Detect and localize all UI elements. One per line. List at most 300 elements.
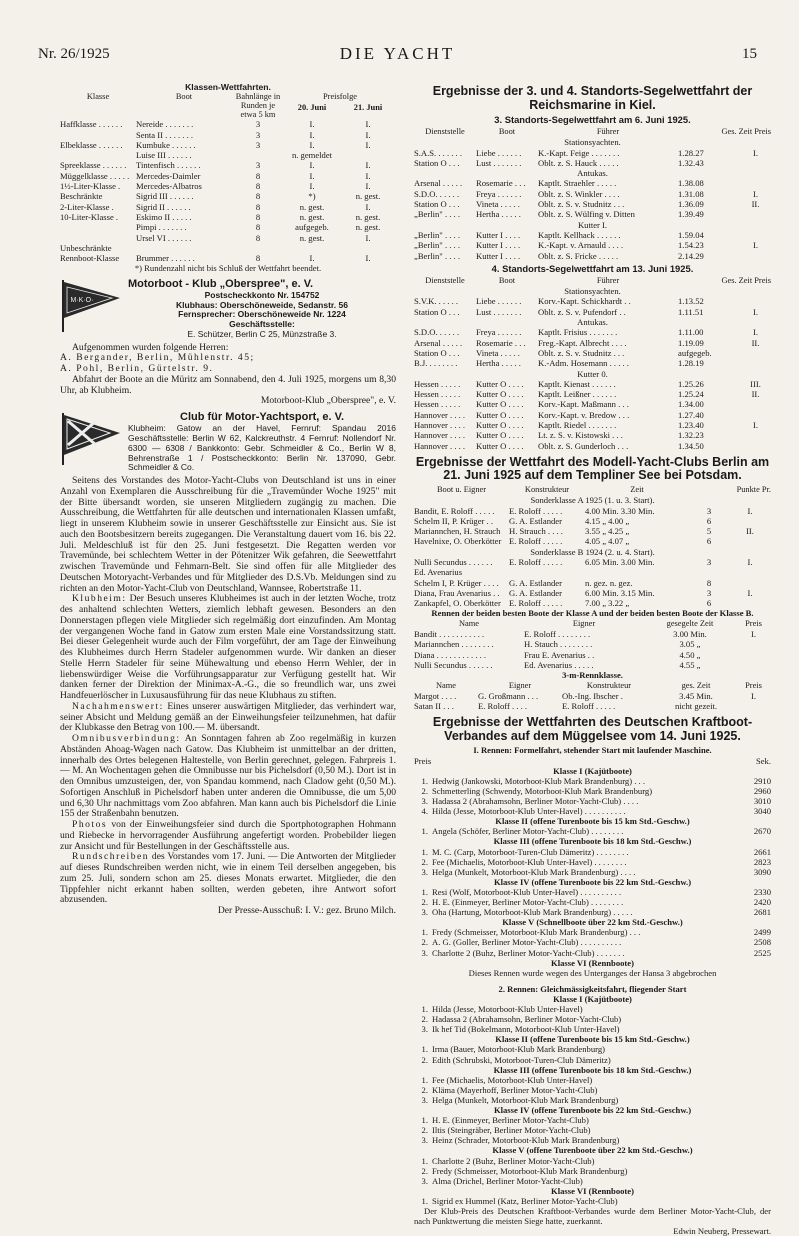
- table-cell: Bandit, E. Roloff . . . . .: [414, 505, 495, 516]
- table-cell: Zankapfel, O. Oberkötter: [414, 598, 501, 609]
- modell-best-rows: [414, 629, 771, 670]
- list-text: Resi (Wolf, Motorboot-Klub Unter-Havel) . . . . . . . . . .: [432, 886, 622, 897]
- rk-col-preis: Preis: [745, 680, 762, 690]
- table-cell: 4.00 Min. 3.30 Min.: [585, 505, 655, 516]
- club1-line-postscheck: Postscheckkonto Nr. 154752: [204, 289, 320, 300]
- table-cell: [740, 158, 771, 168]
- table-cell: Havelnixe, O. Oberkötter: [414, 536, 502, 547]
- section-label: Stationsyachten.: [564, 286, 621, 297]
- list-item: [414, 1024, 771, 1034]
- list-value: 2681: [753, 907, 771, 918]
- table-cell: 6.05 Min. 3.00 Min.: [585, 556, 655, 567]
- table-cell: Kutter I . . . .: [476, 250, 521, 261]
- table-cell: Kutter O . . . .: [476, 420, 524, 431]
- r3-col-boot: Boot: [498, 127, 516, 136]
- list-rank: 2.: [421, 856, 428, 867]
- list-item: [414, 1176, 771, 1186]
- list-value: 2670: [753, 826, 771, 837]
- club1-member2: A. Pohl, Berlin, Gürtelstr. 9.: [60, 363, 214, 375]
- club1-block: [60, 278, 396, 340]
- table-row: [414, 338, 771, 348]
- table-row: [414, 168, 771, 178]
- table-cell: Schelm I, P. Krüger . . . .: [414, 577, 499, 588]
- table-cell: [740, 358, 771, 368]
- table-cell: 6: [706, 515, 712, 526]
- list-text: Helga (Munkelt, Motorboot-Klub Mark Brandenburg): [432, 1094, 619, 1105]
- list-text: Kläma (Mayerhoff, Berliner Motor-Yacht-Club): [432, 1084, 598, 1095]
- table-cell: Station O . . .: [414, 157, 460, 168]
- list-rank: 1.: [421, 886, 428, 897]
- table-cell: S.D.O. . . . . .: [414, 188, 460, 199]
- table-cell: K.-Kapt. v. Arnauld . . . .: [538, 240, 624, 251]
- list-rank: 1.: [421, 1115, 428, 1126]
- table-cell: 1.23.40: [678, 420, 704, 431]
- r4-table: [414, 276, 771, 451]
- list-text: Iltis (Steingräber, Berliner Motor-Yacht-Club): [432, 1125, 591, 1136]
- list-value: 2910: [753, 775, 771, 786]
- table-row: [414, 137, 771, 147]
- table-cell: Oblt. z. S. Wülfing v. Ditten: [538, 209, 635, 220]
- table-cell: [585, 567, 689, 577]
- table-cell: Korv.-Kapt. Schickhardt . .: [538, 296, 631, 307]
- table-cell: 3.55 „ 4.25 „: [585, 526, 630, 537]
- list-text: Schmetterling (Schwendy, Motorboot-Klub Mark Brandenburg): [432, 786, 653, 797]
- klubheim-text: Der Besuch unseres Klubheimes ist auch in der letzten Woche, trotz des anhaltend schlechten Wetters, ziemlich lebhaft gewesen. Besonders an den Donnerstagen pflegen viele Mitglieder sich regelmäßig dort einzufinden. Am Montag der vergangenen Woche fand in Gatow zum ersten Male eine Vorstandssitzung statt. Bei dieser Gelegenheit wurde auch der Film vorgeführt, der am Tage der Einweihung des Klubheimes durch Herrn Stadeler aufgenommen wurde. Wir danken an dieser Stelle Herrn Stadeler für seine Mühewaltung und ebenso Herrn Wehler, der in liebenswürdiger Weise die Vorführungsapparatur zur Verfügung gestellt hat. Wir danken ferner der Direktion der Minimax-A.-G., die so freundlich war, uns zwei Handfeuerlöscher in Luxusausführung für das neue Klubhaus zu stiften.: [60, 593, 396, 702]
- club1-para2: Abfahrt der Boote an die Müritz am Sonnabend, den 4. Juli 1925, morgens um 8,30 Uhr, ab Klubheim.: [60, 373, 396, 396]
- list-text: Heinz (Schrader, Motorboot-Klub Mark Brandenburg): [432, 1135, 620, 1146]
- table-cell: Kutter O . . . .: [476, 440, 524, 451]
- nachahmenswert-text: Eines unserer auswärtigen Mitglieder, das verhindert war, seiner Absicht und Meldung gemäß an der Einweihungsfeier teilzunehmen, hat dafür der Klubkasse den Betrag von 100.— M. übersandt.: [60, 700, 396, 734]
- table-cell: 1.39.49: [678, 209, 704, 220]
- table-cell: Vineta . . . . .: [476, 199, 520, 210]
- table-cell: I.: [753, 240, 759, 251]
- list-rank: 1.: [421, 1004, 428, 1015]
- table-cell: I.: [309, 181, 315, 192]
- table-cell: Diana, Frau Avenarius . .: [414, 587, 500, 598]
- table-cell: E. Roloff . . . . .: [562, 701, 616, 712]
- kraft-g5-list: [414, 1156, 771, 1186]
- list-text: Hilda (Jesse, Motorboot-Klub Unter-Havel) . . . . . . . . . .: [432, 806, 626, 817]
- classes-caption: Klassen-Wettfahrten.: [185, 82, 271, 92]
- table-cell: [340, 243, 396, 253]
- list-text: Sigrid ex Hummel (Katz, Berliner Motor-Yacht-Club): [432, 1195, 618, 1206]
- table-cell: I.: [753, 147, 759, 158]
- kraft-g1-list: [414, 1004, 771, 1034]
- table-cell: Kaptlt. Frisius . . . . . . .: [538, 327, 618, 338]
- list-text: Fredy (Schmeisser, Motorboot-Klub Mark Brandenburg) . . .: [432, 927, 641, 938]
- kraft-preis-head: [414, 756, 771, 766]
- table-cell: 1½-Liter-Klasse .: [60, 181, 121, 192]
- classes-table: [60, 92, 396, 263]
- table-cell: Hessen . . . . .: [414, 389, 461, 400]
- table-cell: Lust . . . . . . .: [476, 306, 522, 317]
- table-row: [60, 233, 396, 243]
- table-cell: 1.11.00: [678, 327, 704, 338]
- list-rank: 4.: [421, 806, 428, 817]
- list-item: [414, 907, 771, 917]
- club2-closing: Der Presse-Ausschuß: I. V.: gez. Bruno Milch.: [217, 905, 396, 917]
- table-cell: Elbeklasse . . . . . .: [60, 139, 123, 150]
- table-cell: [740, 430, 771, 440]
- table-row: [414, 650, 771, 660]
- page-number: 15: [742, 46, 757, 62]
- table-cell: Korv.-Kapt. v. Bredow . . .: [538, 409, 630, 420]
- table-cell: 4.50 „: [679, 649, 701, 660]
- table-cell: I.: [753, 306, 759, 317]
- table-cell: H. Stauch . . . . . . . .: [524, 639, 593, 650]
- kraft-g2-title: Klasse II (offene Turenboote bis 15 km Std.-Geschw.): [495, 1034, 690, 1045]
- table-row: [414, 567, 771, 577]
- table-cell: Bandit . . . . . . . . . . .: [414, 629, 485, 640]
- table-cell: Kutter O . . . .: [476, 430, 524, 441]
- kraft-g2-list: [414, 1044, 771, 1064]
- table-row: [414, 629, 771, 639]
- table-row: [414, 307, 771, 317]
- page-header: [38, 42, 757, 66]
- table-cell: Arsenal . . . . .: [414, 178, 463, 189]
- list-value: 2960: [753, 786, 771, 797]
- table-cell: Station O . . .: [414, 347, 460, 358]
- table-row: [414, 379, 771, 389]
- list-item: [414, 937, 771, 947]
- table-cell: I.: [365, 232, 371, 243]
- kraft-k3-title: Klasse III (offene Turenboote bis 18 km Std.-Geschw.): [493, 836, 692, 847]
- table-cell: E. Roloff . . . .: [478, 701, 528, 712]
- table-row: [414, 441, 771, 451]
- table-row: [414, 317, 771, 327]
- table-cell: Oblt. z. S. Fricke . . . . .: [538, 250, 619, 261]
- table-cell: I.: [309, 139, 315, 150]
- table-cell: B.J. . . . . . . .: [414, 358, 458, 369]
- r3-col-fuehrer: Führer: [596, 127, 620, 136]
- table-cell: Lust . . . . . . .: [476, 157, 522, 168]
- list-text: Charlotte 2 (Buhz, Berliner Motor-Yacht-Club) . . . . . . .: [432, 947, 625, 958]
- table-row: [60, 202, 396, 212]
- club2-omnibus: [60, 734, 396, 820]
- kraft-g6-title: Klasse VI (Rennboote): [551, 1185, 634, 1196]
- table-cell: 7.00 „ 3.22 „: [585, 598, 630, 609]
- list-text: Oha (Hartung, Motorboot-Klub Mark Brandenburg) . . . . .: [432, 907, 633, 918]
- table-cell: 5: [706, 526, 712, 537]
- table-cell: [740, 441, 771, 451]
- table-row: [60, 119, 396, 129]
- list-item: [414, 948, 771, 958]
- table-row: [414, 516, 771, 526]
- table-cell: Spreeklasse . . . . . .: [60, 160, 127, 171]
- club2-info: Klubheim: Gatow an der Havel, Fernruf: Spandau 2016 Geschäftsstelle: Berlin W 62, Kalckreuthstr. 4 Fernruf: Nollendorf Nr. 6300 — 6308 / Bankkonto: Gebr. Schmeidler & Co., Berlin W 8, Behrenstraße 1 / Postscheckkonto: Berlin Nr. 137090, Gebr. Schmeidler & Co.: [128, 423, 396, 473]
- kraft-k6-note: Dieses Rennen wurde wegen des Unterganges der Hansa 3 abgebrochen: [468, 967, 717, 978]
- table-cell: 3.00 Min.: [673, 629, 707, 640]
- table-cell: 4.15 „ 4.00 „: [585, 515, 630, 526]
- r4-col-dienst: Dienststelle: [425, 275, 465, 285]
- table-cell: Korv.-Kapt. Maßmann . . .: [538, 399, 629, 410]
- table-cell: 3: [255, 119, 261, 130]
- issue-number: Nr. 26/1925: [38, 46, 110, 62]
- table-cell: Brummer . . . . . .: [136, 253, 195, 264]
- table-cell: 1.28.19: [678, 358, 704, 369]
- table-cell: 4.55 „: [679, 659, 701, 670]
- reichsmarine-title: Ergebnisse der 3. und 4. Standorts-Segelwettfahrt der Reichsmarine in Kiel.: [432, 84, 753, 112]
- list-item: [414, 897, 771, 907]
- table-cell: aufgegeb.: [678, 347, 712, 358]
- section-label: Kutter I.: [577, 219, 608, 230]
- table-cell: [729, 516, 771, 526]
- list-text: M. C. (Carp, Motorboot-Turen-Club Dämeritz) . . . . . . . .: [432, 846, 629, 857]
- table-cell: Hessen . . . . .: [414, 378, 461, 389]
- modell-s2-cap: [414, 547, 771, 557]
- classes-rows: [60, 119, 396, 263]
- r3-col-zeit: Ges. Zeit Preis: [721, 127, 772, 136]
- omnibus-label: Omnibusverbindung:: [72, 733, 181, 745]
- table-cell: I.: [309, 253, 315, 264]
- table-cell: Tintenfisch . . . . . .: [136, 160, 201, 171]
- table-cell: [740, 251, 771, 261]
- kraft-k1-title: Klasse I (Kajütboote): [553, 765, 632, 776]
- list-rank: 1.: [421, 1074, 428, 1085]
- table-row: [60, 243, 396, 253]
- list-text: H. E. (Einmeyer, Berliner Motor-Yacht-Club): [432, 1115, 589, 1126]
- table-cell: [736, 650, 771, 660]
- photos-label: Photos: [72, 819, 108, 831]
- table-row: [60, 140, 396, 150]
- modell-rk-table: [414, 681, 771, 712]
- table-cell: 6.00 Min. 3.15 Min.: [585, 587, 655, 598]
- table-cell: Kaptlt. Kellhack . . . . . .: [538, 229, 621, 240]
- table-row: [60, 171, 396, 181]
- table-cell: 2.14.29: [678, 250, 704, 261]
- list-item: [414, 806, 771, 816]
- table-cell: 8: [255, 253, 261, 264]
- kraft-k5-list: [414, 927, 771, 957]
- date-21: 21. Juni: [353, 102, 383, 112]
- modell-best-title: Rennen der beiden besten Boote der Klasse A und der beiden besten Boote der Klasse B.: [431, 608, 754, 619]
- table-cell: I.: [309, 129, 315, 140]
- date-20: 20. Juni: [297, 102, 327, 112]
- list-rank: 3.: [421, 1135, 428, 1146]
- club1-member1: A. Bergander, Berlin, Mühlenstr. 45;: [60, 352, 255, 364]
- table-cell: [740, 178, 771, 188]
- table-cell: *): [308, 191, 316, 202]
- table-cell: „Berlin" . . . .: [414, 240, 460, 251]
- list-item: [414, 1055, 771, 1065]
- kraft-sek-label: Sek.: [755, 755, 771, 766]
- table-cell: E. Roloff . . . . .: [509, 556, 563, 567]
- list-text: Alma (Drichel, Berliner Motor-Yacht-Club): [432, 1175, 583, 1186]
- section-label: Antukas.: [577, 168, 608, 179]
- table-cell: Rennboot-Klasse: [60, 253, 120, 264]
- list-item: [414, 1125, 771, 1135]
- list-text: Charlotte 2 (Buhz, Berliner Motor-Yacht-Club): [432, 1155, 595, 1166]
- kraft-k4-title: Klasse IV (offene Turenboote bis 22 km Std.-Geschw.): [493, 876, 692, 887]
- list-value: 2823: [753, 856, 771, 867]
- r4-col-boot: Boot: [498, 275, 516, 285]
- col-klasse: Klasse: [86, 92, 110, 102]
- table-cell: Eskimo II . . . . .: [136, 211, 192, 222]
- club2-photos: [60, 820, 396, 852]
- table-row: [414, 348, 771, 358]
- list-item: [414, 1156, 771, 1166]
- table-cell: [740, 410, 771, 420]
- table-cell: 3.45 Min.: [679, 690, 713, 701]
- table-row: [414, 296, 771, 306]
- table-cell: 8: [255, 170, 261, 181]
- col-preisfolge: [284, 92, 396, 119]
- kraft-k3-list: [414, 847, 771, 877]
- table-cell: [60, 222, 136, 232]
- table-cell: [232, 150, 284, 160]
- table-cell: I.: [753, 420, 759, 431]
- modell-rk-rows: [414, 691, 771, 712]
- photos-text: von der Einweihungsfeier sind durch die Sportphotographen Hohmann und Riebecke in hervorragender Ausführung angefertigt worden. Probebilder liegen zur Ansicht und für Bestellungen in der Geschäftsstelle aus.: [60, 819, 396, 852]
- list-value: 3040: [753, 806, 771, 817]
- r3-rows: [414, 137, 771, 261]
- table-cell: 3: [706, 587, 712, 598]
- rk-col-name: Name: [436, 680, 456, 690]
- table-row: [414, 389, 771, 399]
- list-rank: 1.: [421, 846, 428, 857]
- table-cell: [740, 230, 771, 240]
- table-cell: G. Großmann . . .: [478, 690, 539, 701]
- magazine-title: DIE YACHT: [339, 44, 456, 63]
- table-cell: 8: [255, 201, 261, 212]
- table-cell: I.: [309, 160, 315, 171]
- table-row: [60, 130, 396, 140]
- table-cell: S.V.K. . . . . .: [414, 296, 459, 307]
- table-cell: „Berlin" . . . .: [414, 209, 460, 220]
- section-label: Stationsyachten.: [564, 137, 621, 148]
- list-text: Hadassa 2 (Abrahamsohn, Berliner Motor-Yacht-Club) . . . .: [432, 796, 639, 807]
- table-cell: Senta II . . . . . . .: [136, 129, 194, 140]
- table-cell: [740, 348, 771, 358]
- table-row: [414, 178, 771, 188]
- table-cell: II.: [751, 337, 760, 348]
- modell-table: [414, 485, 771, 609]
- club2-block: [60, 411, 396, 473]
- list-rank: 2.: [421, 1014, 428, 1025]
- modell-col-konstr: Konstrukteur: [524, 484, 570, 494]
- club1-line-geschaeft: Geschäftsstelle:: [229, 319, 295, 330]
- table-cell: 1.54.23: [678, 240, 704, 251]
- table-row: [414, 286, 771, 296]
- table-cell: Liebe . . . . . .: [476, 147, 522, 158]
- table-cell: Pimpi . . . . . . .: [136, 222, 187, 233]
- list-item: [414, 867, 771, 877]
- table-cell: n. gemeldet: [291, 150, 333, 161]
- kraft-k1-list: [414, 776, 771, 816]
- table-cell: Rosemarie . . .: [476, 178, 526, 189]
- table-cell: G. A. Estlander: [509, 515, 562, 526]
- rundschreiben-label: Rundschreiben: [72, 851, 150, 863]
- table-cell: [340, 150, 396, 160]
- table-row: [414, 189, 771, 199]
- table-cell: Schelm II, P. Krüger . .: [414, 515, 494, 526]
- list-item: [414, 776, 771, 786]
- table-cell: Vineta . . . . .: [476, 347, 520, 358]
- right-column: [414, 82, 772, 1236]
- list-rank: 1.: [421, 826, 428, 837]
- table-cell: Mercedes-Daimler: [136, 170, 201, 181]
- table-cell: [740, 296, 771, 306]
- table-cell: Freya . . . . . .: [476, 327, 522, 338]
- table-cell: Margot . . . .: [414, 690, 457, 701]
- kraft-k2-list: [414, 826, 771, 836]
- club1-sign: Motorboot-Klub „Oberspree", e. V.: [260, 395, 396, 407]
- table-cell: I.: [365, 129, 371, 140]
- table-cell: I.: [309, 170, 315, 181]
- table-cell: Kutter O . . . .: [476, 378, 524, 389]
- table-row: [414, 209, 771, 219]
- table-cell: Kutter O . . . .: [476, 399, 524, 410]
- list-value: 3090: [753, 866, 771, 877]
- modell-best-table: [414, 619, 771, 670]
- table-cell: 3: [255, 129, 261, 140]
- list-rank: 3.: [421, 1175, 428, 1186]
- table-cell: 1.25.26: [678, 378, 704, 389]
- table-cell: Rosemarie . . .: [476, 337, 526, 348]
- kraft-g3-title: Klasse III (offene Turenboote bis 18 km Std.-Geschw.): [493, 1064, 692, 1075]
- modell-rk-title: 3-m-Rennklasse.: [562, 670, 623, 681]
- table-cell: Lt. z. S. v. Kistowski . . .: [538, 430, 623, 441]
- list-item: [414, 826, 771, 836]
- list-item: [414, 1115, 771, 1125]
- preisfolge-label: Preisfolge: [323, 92, 357, 102]
- col-boot: Boot: [175, 92, 193, 102]
- table-row: [60, 181, 396, 191]
- table-cell: Luise III . . . . . .: [136, 150, 192, 161]
- club1-title: Motorboot - Klub „Oberspree", e. V.: [128, 277, 314, 290]
- table-row: [60, 253, 396, 263]
- table-cell: Ed. Avenarius: [414, 567, 463, 578]
- table-cell: Hertha . . . . .: [476, 209, 521, 220]
- modell-s1-rows: [414, 506, 771, 547]
- list-rank: 1.: [421, 1195, 428, 1206]
- table-cell: I.: [365, 201, 371, 212]
- table-cell: 1.32.23: [678, 430, 704, 441]
- table-cell: 1.31.08: [678, 188, 704, 199]
- table-cell: 1.34.50: [678, 440, 704, 451]
- table-cell: 1.38.08: [678, 178, 704, 189]
- table-row: [414, 327, 771, 337]
- table-cell: I.: [747, 505, 753, 516]
- table-cell: n. gest.: [355, 211, 381, 222]
- list-text: Helga (Munkelt, Motorboot-Klub Mark Brandenburg) . . . .: [432, 866, 636, 877]
- table-cell: 1.27.40: [678, 409, 704, 420]
- table-row: [414, 410, 771, 420]
- r3-table: [414, 127, 771, 261]
- list-text: Fee (Michaelis, Motorboot-Klub Unter-Havel): [432, 1074, 593, 1085]
- table-cell: Freg.-Kapt. Albrecht . . . .: [538, 337, 627, 348]
- table-cell: [729, 598, 771, 608]
- table-cell: n. gez. n. gez.: [585, 577, 633, 588]
- list-rank: 2.: [421, 1084, 428, 1095]
- table-cell: 4.05 „ 4.07 „: [585, 536, 630, 547]
- table-cell: Oblt. z. S. v. Studnitz . . .: [538, 347, 625, 358]
- list-item: [414, 796, 771, 806]
- table-cell: E. Roloff . . . . .: [509, 536, 563, 547]
- list-item: [414, 1095, 771, 1105]
- list-rank: 2.: [421, 1054, 428, 1065]
- list-text: Fee (Michaelis, Motorboot-Klub Unter-Havel) . . . . . . . .: [432, 856, 627, 867]
- modell-col-boot: Boot u. Eigner: [436, 484, 487, 494]
- table-cell: II.: [746, 526, 754, 537]
- club1-para1: Aufgenommen wurden folgende Herren:: [72, 341, 229, 353]
- table-cell: 8: [706, 577, 712, 588]
- table-cell: Oblt. z. S. Gunderloch . . .: [538, 440, 629, 451]
- table-row: [414, 399, 771, 409]
- table-cell: I.: [365, 181, 371, 192]
- table-cell: I.: [309, 119, 315, 130]
- table-cell: I.: [747, 587, 753, 598]
